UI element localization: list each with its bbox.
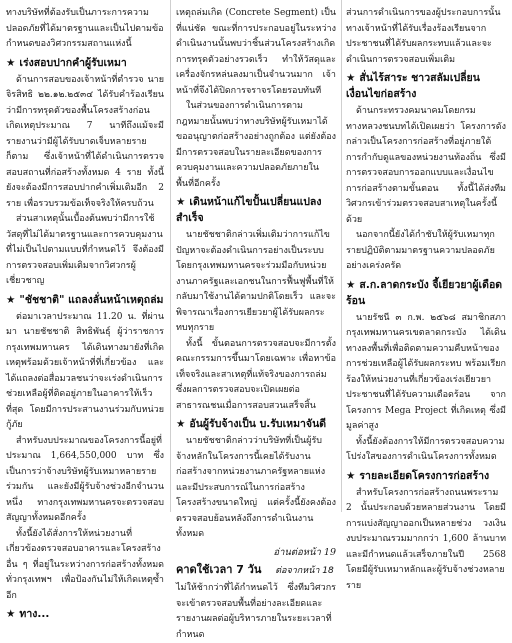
continued-note: อ่านต่อหน้า 19 [273,546,336,558]
article-paragraph: ทั้งนี้ยังต้องการให้มีการตรวจสอบความโปร่งใสของการดำเนินโครงการทั้งหมด [346,436,505,462]
section-heading [176,562,336,579]
star-icon: ★ [346,469,356,482]
section-heading [6,292,164,308]
section-heading-text: เดินหน้าแก้ไขปั้นเปลี่ยนแปลงสำเร็จ [176,196,322,224]
article-paragraph: ทางบริษัทที่ต้องรับเป็นภาระการความปลอดภัยที่ได้มาตรฐานและเป็นไปตามข้อกำหนดของวิศวกรรมสถานแห่งนี้ [6,8,164,49]
article-paragraph: ในส่วนของการดำเนินการตามกฎหมายนั้นพบว่าทางบริษัทผู้รับเหมาได้ขออนุญาตก่อสร้างอย่างถูกต้อง แต่ยังต้องมีการตรวจสอบในรายละเอียดของการควบคุมงานและความปลอดภัยภายในพื้นที่อีกครั้ง [176,101,336,189]
star-icon: ★ [176,418,186,430]
article-paragraph: นายชัชชาติกล่าวว่าบริษัทที่เป็นผู้รับจ้างหลักในโครงการนี้เคยได้รับงานก่อสร้างจากหน่วยงานภาครัฐหลายแห่ง และมีประสบการณ์ในการก่อสร้างโครงสร้างขนาดใหญ่ แต่ครั้งนี้ยังคงต้องตรวจสอบย้อนหลังถึงการดำเนินงานทั้งหมด [176,436,336,539]
star-icon: ★ [346,72,356,84]
section-heading-text: สั่นไร้สาระ ชาวสลัมเปลี่ยนเงื่อนไขก่อสร้าง [346,72,480,100]
section-heading-text: ทาง... [19,608,50,620]
section-heading-text: อันผู้รับจ้างเป็น บ.รับเหมาจันดี [189,418,327,430]
section-heading [176,416,336,432]
article-paragraph: ทั้งนี้ ขั้นตอนการตรวจสอบจะมีการตั้งคณะกรรมการขึ้นมาโดยเฉพาะ เพื่อหาข้อเท็จจริงและสาเหตุที่แท้จริงของการถล่ม ซึ่งผลการตรวจสอบจะเปิดเผยต่อสาธารณชนเมื่อการสอบสวนเสร็จสิ้น [176,338,336,411]
section-heading [346,70,506,102]
column-right [346,6,506,594]
star-icon: ★ [346,278,356,291]
article-paragraph: สำหรับงบประมาณของโครงการนี้อยู่ที่ประมาณ 1,664,550,000 บาท ซึ่งเป็นการว่าจ้างบริษัทผู้รับเหมาหลายรายร่วมกัน และยังมีผู้รับจ้างช่วงอีกจำนวนหนึ่ง ทางกรุงเทพมหานครจะตรวจสอบสัญญาทั้งหมดอีกครั้ง [6,435,164,523]
column-middle [176,6,336,643]
article-paragraph: นอกจากนี้ยังได้กำชับให้ผู้รับเหมาทุกรายปฏิบัติตามมาตรฐานความปลอดภัยอย่างเคร่งครัด [346,230,495,271]
star-icon: ★ [176,196,186,208]
section-heading [346,468,506,484]
section-heading [6,606,164,622]
section-heading-text: คาดใช้เวลา 7 วัน [176,563,262,576]
article-paragraph: สำหรับโครงการก่อสร้างถนนพระราม 2 นั้นประกอบด้วยหลายส่วนงาน โดยมีการแบ่งสัญญาออกเป็นหลายช่วง วงเงินงบประมาณรวมมากกว่า 1,600 ล้านบาท และมีกำหนดแล้วเสร็จภายในปี 2568 โดยมีผู้รับเหมาหลักและผู้รับจ้างช่วงหลายราย [346,487,506,591]
section-heading-text: รายละเอียดโครงการก่อสร้าง [359,469,490,482]
continued-note: ต่อจากหน้า 18 [275,566,334,576]
article-paragraph: ส่วนสาเหตุนั้นเบื้องต้นพบว่ามีการใช้วัสดุที่ไม่ได้มาตรฐานและการควบคุมงานที่ไม่เป็นไปตามแบบที่กำหนดไว้ จึงต้องมีการตรวจสอบเพิ่มเติมจากวิศวกรผู้เชี่ยวชาญ [6,214,164,286]
star-icon: ★ [6,293,16,306]
article-paragraph: นายชัชชาติกล่าวเพิ่มเติมว่าการแก้ไขปัญหาจะต้องดำเนินการอย่างเป็นระบบ โดยกรุงเทพมหานครจะร่วมมือกับหน่วยงานภาครัฐและเอกชนในการฟื้นฟูพื้นที่ให้กลับมาใช้งานได้ตามปกติโดยเร็ว และจะพิจารณาเรื่องการเยียวยาผู้ได้รับผลกระทบทุกราย [176,230,336,333]
section-heading [6,55,164,71]
article-paragraph: ต่อมาเวลาประมาณ 11.20 น. ที่ผ่านมา นายชัชชาติ สิทธิพันธุ์ ผู้ว่าราชการกรุงเทพมหานคร ได้เดินทางมายังที่เกิดเหตุพร้อมด้วยเจ้าหน้าที่ที่เกี่ยวข้อง และได้แถลงต่อสื่อมวลชนว่าจะเร่งดำเนินการช่วยเหลือผู้ที่ติดอยู่ภายในอาคารให้เร็วที่สุด โดยมีการประสานงานร่วมกับหน่วยกู้ภัย [6,311,164,430]
section-heading [176,194,336,226]
star-icon: ★ [6,56,16,69]
article-paragraph: นายรัชนี ๓ ก.พ. ๒๕๖๘ สมาชิกสภากรุงเทพมหานครเขตลาดกระบัง ได้เดินทางลงพื้นที่เพื่อติดตามความคืบหน้าของการช่วยเหลือผู้ได้รับผลกระทบ พร้อมเรียกร้องให้หน่วยงานที่เกี่ยวข้องเร่งเยียวยาประชาชนที่ได้รับความเดือดร้อน จากโครงการ Mega Project ที่เกิดเหตุ ซึ่งมีมูลค่าสูง [346,312,506,431]
article-paragraph: ส่วนการดำเนินการของผู้ประกอบการนั้น ทางเจ้าหน้าที่ได้รับเรื่องร้องเรียนจากประชาชนที่ได้รับผลกระทบแล้วและจะดำเนินการตรวจสอบเพิ่มเติม [346,8,501,65]
article-paragraph: ไม่ให้ช้ากว่าที่ได้กำหนดไว้ ซึ่งทีมวิศวกรจะเข้าตรวจสอบพื้นที่อย่างละเอียดและรายงานผลต่อผู้บริหารภายในระยะเวลาที่กำหนด [176,583,336,640]
column-divider [341,0,342,512]
section-heading-text: เร่งสอบปากคำผู้รับเหมา [19,56,127,69]
column-left [6,6,164,624]
section-heading-text: "ชัชชาติ" แถลงลั่นหน้าเหตุถล่ม [19,293,164,306]
article-paragraph: ด้านการสอบของเจ้าหน้าที่ตำรวจ นายจิรสิทธิ ๒๒.๑๒.๒๕๓๔ ได้รับคำร้องเรียนว่ามีการทรุดตัวของพื้นโครงสร้างก่อนเกิดเหตุประมาณ 7 นาทีถึงแม้จะมีรายงานว่ามีผู้ได้รับบาดเจ็บหลายรายก็ตาม ซึ่งเจ้าหน้าที่ได้ดำเนินการตรวจสอบสถานที่ก่อสร้างทั้งหมด 4 ราย ทั้งนี้ยังจะต้องมีการสอบปากคำเพิ่มเติมอีก 2 ราย เพื่อรวบรวมข้อเท็จจริงให้ครบถ้วน [6,74,164,209]
section-heading-text: ส.ก.ลาดกระบัง จี้เยียวยาผู้เดือดร้อน [346,278,503,307]
column-divider [170,0,171,512]
article-paragraph: ด้านกระทรวงคมนาคมโดยกรมทางหลวงชนบทได้เปิดเผยว่า โครงการดังกล่าวเป็นโครงการก่อสร้างที่อยู่ภายใต้การกำกับดูแลของหน่วยงานท้องถิ่น ซึ่งมีการตรวจสอบการออกแบบและเงื่อนไขการก่อสร้างตามขั้นตอน ทั้งนี้ได้ส่งทีมวิศวกรเข้าร่วมตรวจสอบสาเหตุในครั้งนี้ด้วย [346,106,506,225]
star-icon: ★ [6,608,16,620]
section-heading [346,277,506,309]
article-paragraph: เหตุถล่มเกิด (Concrete Segment) เป็นที่แน่ชัด ขณะที่การประกอบอยู่ในระหว่างดำเนินงานนั้นพบว่าชิ้นส่วนโครงสร้างเกิดการทรุดตัวอย่างรวดเร็ว ทำให้วัสดุและเครื่องจักรหล่นลงมาเป็นจำนวนมาก เจ้าหน้าที่จึงได้ปิดการจราจรโดยรอบทันที [176,8,336,96]
article-paragraph: ทั้งนี้ยังได้สั่งการให้หน่วยงานที่เกี่ยวข้องตรวจสอบอาคารและโครงสร้างอื่น ๆ ที่อยู่ในระหว่างการก่อสร้างทั้งหมดทั่วกรุงเทพฯ เพื่อป้องกันไม่ให้เกิดเหตุซ้ำอีก [6,528,164,601]
